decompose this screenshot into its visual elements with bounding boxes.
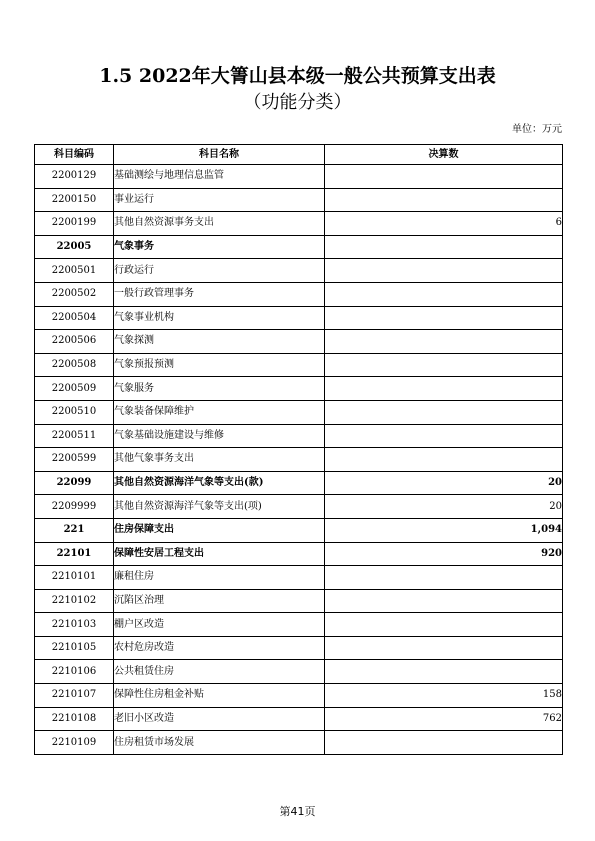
table-row: [35, 330, 563, 354]
name-cell: 行政运行: [114, 259, 325, 283]
amount-cell: [325, 377, 563, 401]
table-body: [35, 165, 563, 755]
name-cell: 沉陷区治理: [114, 589, 325, 613]
table-row: [35, 353, 563, 377]
amount-cell: 20: [325, 471, 563, 495]
name-cell: 气象事业机构: [114, 306, 325, 330]
code-cell: 22005: [35, 235, 114, 259]
name-cell: 事业运行: [114, 188, 325, 212]
code-cell: 2200504: [35, 306, 114, 330]
name-cell: 农村危房改造: [114, 636, 325, 660]
code-cell: 2210107: [35, 684, 114, 708]
table-row: [35, 684, 563, 708]
amount-cell: [325, 448, 563, 472]
amount-cell: 6: [325, 212, 563, 236]
table-row: [35, 495, 563, 519]
code-cell: 2210103: [35, 613, 114, 637]
name-cell: 其他自然资源海洋气象等支出(项): [114, 495, 325, 519]
code-cell: 2210106: [35, 660, 114, 684]
page-number: 第41页: [279, 805, 316, 818]
code-cell: 22101: [35, 542, 114, 566]
code-cell: 2209999: [35, 495, 114, 519]
amount-cell: [325, 566, 563, 590]
table-row: [35, 377, 563, 401]
table-row: [35, 660, 563, 684]
table-row: [35, 471, 563, 495]
table-row: [35, 542, 563, 566]
expenditure-table: [34, 144, 563, 755]
amount-cell: [325, 613, 563, 637]
table-row: [35, 636, 563, 660]
header-code: 科目编码: [35, 145, 114, 165]
document-title: 1.5 2022年大箐山县本级一般公共预算支出表: [99, 65, 496, 87]
amount-cell: 920: [325, 542, 563, 566]
code-cell: 2200129: [35, 165, 114, 189]
code-cell: 2200506: [35, 330, 114, 354]
table-row: [35, 707, 563, 731]
name-cell: 一般行政管理事务: [114, 282, 325, 306]
amount-cell: [325, 400, 563, 424]
code-cell: 2200510: [35, 400, 114, 424]
code-cell: 2200501: [35, 259, 114, 283]
amount-cell: [325, 660, 563, 684]
table-row: [35, 731, 563, 755]
table-row: [35, 212, 563, 236]
unit-label: 单位：万元: [512, 124, 562, 135]
name-cell: 保障性住房租金补贴: [114, 684, 325, 708]
table-row: [35, 165, 563, 189]
name-cell: 老旧小区改造: [114, 707, 325, 731]
code-cell: 2200150: [35, 188, 114, 212]
code-cell: 22099: [35, 471, 114, 495]
amount-cell: [325, 306, 563, 330]
amount-cell: [325, 636, 563, 660]
document-subtitle: （功能分类）: [243, 92, 352, 113]
amount-cell: [325, 424, 563, 448]
name-cell: 气象装备保障维护: [114, 400, 325, 424]
amount-cell: [325, 353, 563, 377]
name-cell: 气象预报预测: [114, 353, 325, 377]
code-cell: 2210102: [35, 589, 114, 613]
amount-cell: 1,094: [325, 518, 563, 542]
amount-cell: [325, 330, 563, 354]
name-cell: 其他自然资源海洋气象等支出(款): [114, 471, 325, 495]
name-cell: 气象服务: [114, 377, 325, 401]
amount-cell: 158: [325, 684, 563, 708]
name-cell: 保障性安居工程支出: [114, 542, 325, 566]
amount-cell: [325, 589, 563, 613]
amount-cell: 762: [325, 707, 563, 731]
name-cell: 住房租赁市场发展: [114, 731, 325, 755]
name-cell: 气象事务: [114, 235, 325, 259]
table-header: [35, 145, 563, 165]
table-row: [35, 424, 563, 448]
code-cell: 2210109: [35, 731, 114, 755]
code-cell: 221: [35, 518, 114, 542]
amount-cell: [325, 731, 563, 755]
table-row: [35, 518, 563, 542]
table-row: [35, 589, 563, 613]
code-cell: 2200599: [35, 448, 114, 472]
header-row: [35, 145, 563, 165]
amount-cell: [325, 165, 563, 189]
name-cell: 基础测绘与地理信息监管: [114, 165, 325, 189]
table-row: [35, 448, 563, 472]
table-row: [35, 259, 563, 283]
table-row: [35, 566, 563, 590]
amount-cell: 20: [325, 495, 563, 519]
name-cell: 棚户区改造: [114, 613, 325, 637]
code-cell: 2200509: [35, 377, 114, 401]
table-row: [35, 306, 563, 330]
table-row: [35, 613, 563, 637]
table-row: [35, 235, 563, 259]
name-cell: 其他自然资源事务支出: [114, 212, 325, 236]
code-cell: 2210105: [35, 636, 114, 660]
code-cell: 2210101: [35, 566, 114, 590]
name-cell: 廉租住房: [114, 566, 325, 590]
name-cell: 气象基础设施建设与维修: [114, 424, 325, 448]
name-cell: 气象探测: [114, 330, 325, 354]
code-cell: 2200502: [35, 282, 114, 306]
amount-cell: [325, 259, 563, 283]
name-cell: 其他气象事务支出: [114, 448, 325, 472]
code-cell: 2210108: [35, 707, 114, 731]
code-cell: 2200511: [35, 424, 114, 448]
table-row: [35, 282, 563, 306]
amount-cell: [325, 235, 563, 259]
header-amount: 决算数: [325, 145, 563, 165]
header-name: 科目名称: [114, 145, 325, 165]
table-row: [35, 188, 563, 212]
code-cell: 2200199: [35, 212, 114, 236]
amount-cell: [325, 188, 563, 212]
amount-cell: [325, 282, 563, 306]
name-cell: 住房保障支出: [114, 518, 325, 542]
table-row: [35, 400, 563, 424]
code-cell: 2200508: [35, 353, 114, 377]
name-cell: 公共租赁住房: [114, 660, 325, 684]
